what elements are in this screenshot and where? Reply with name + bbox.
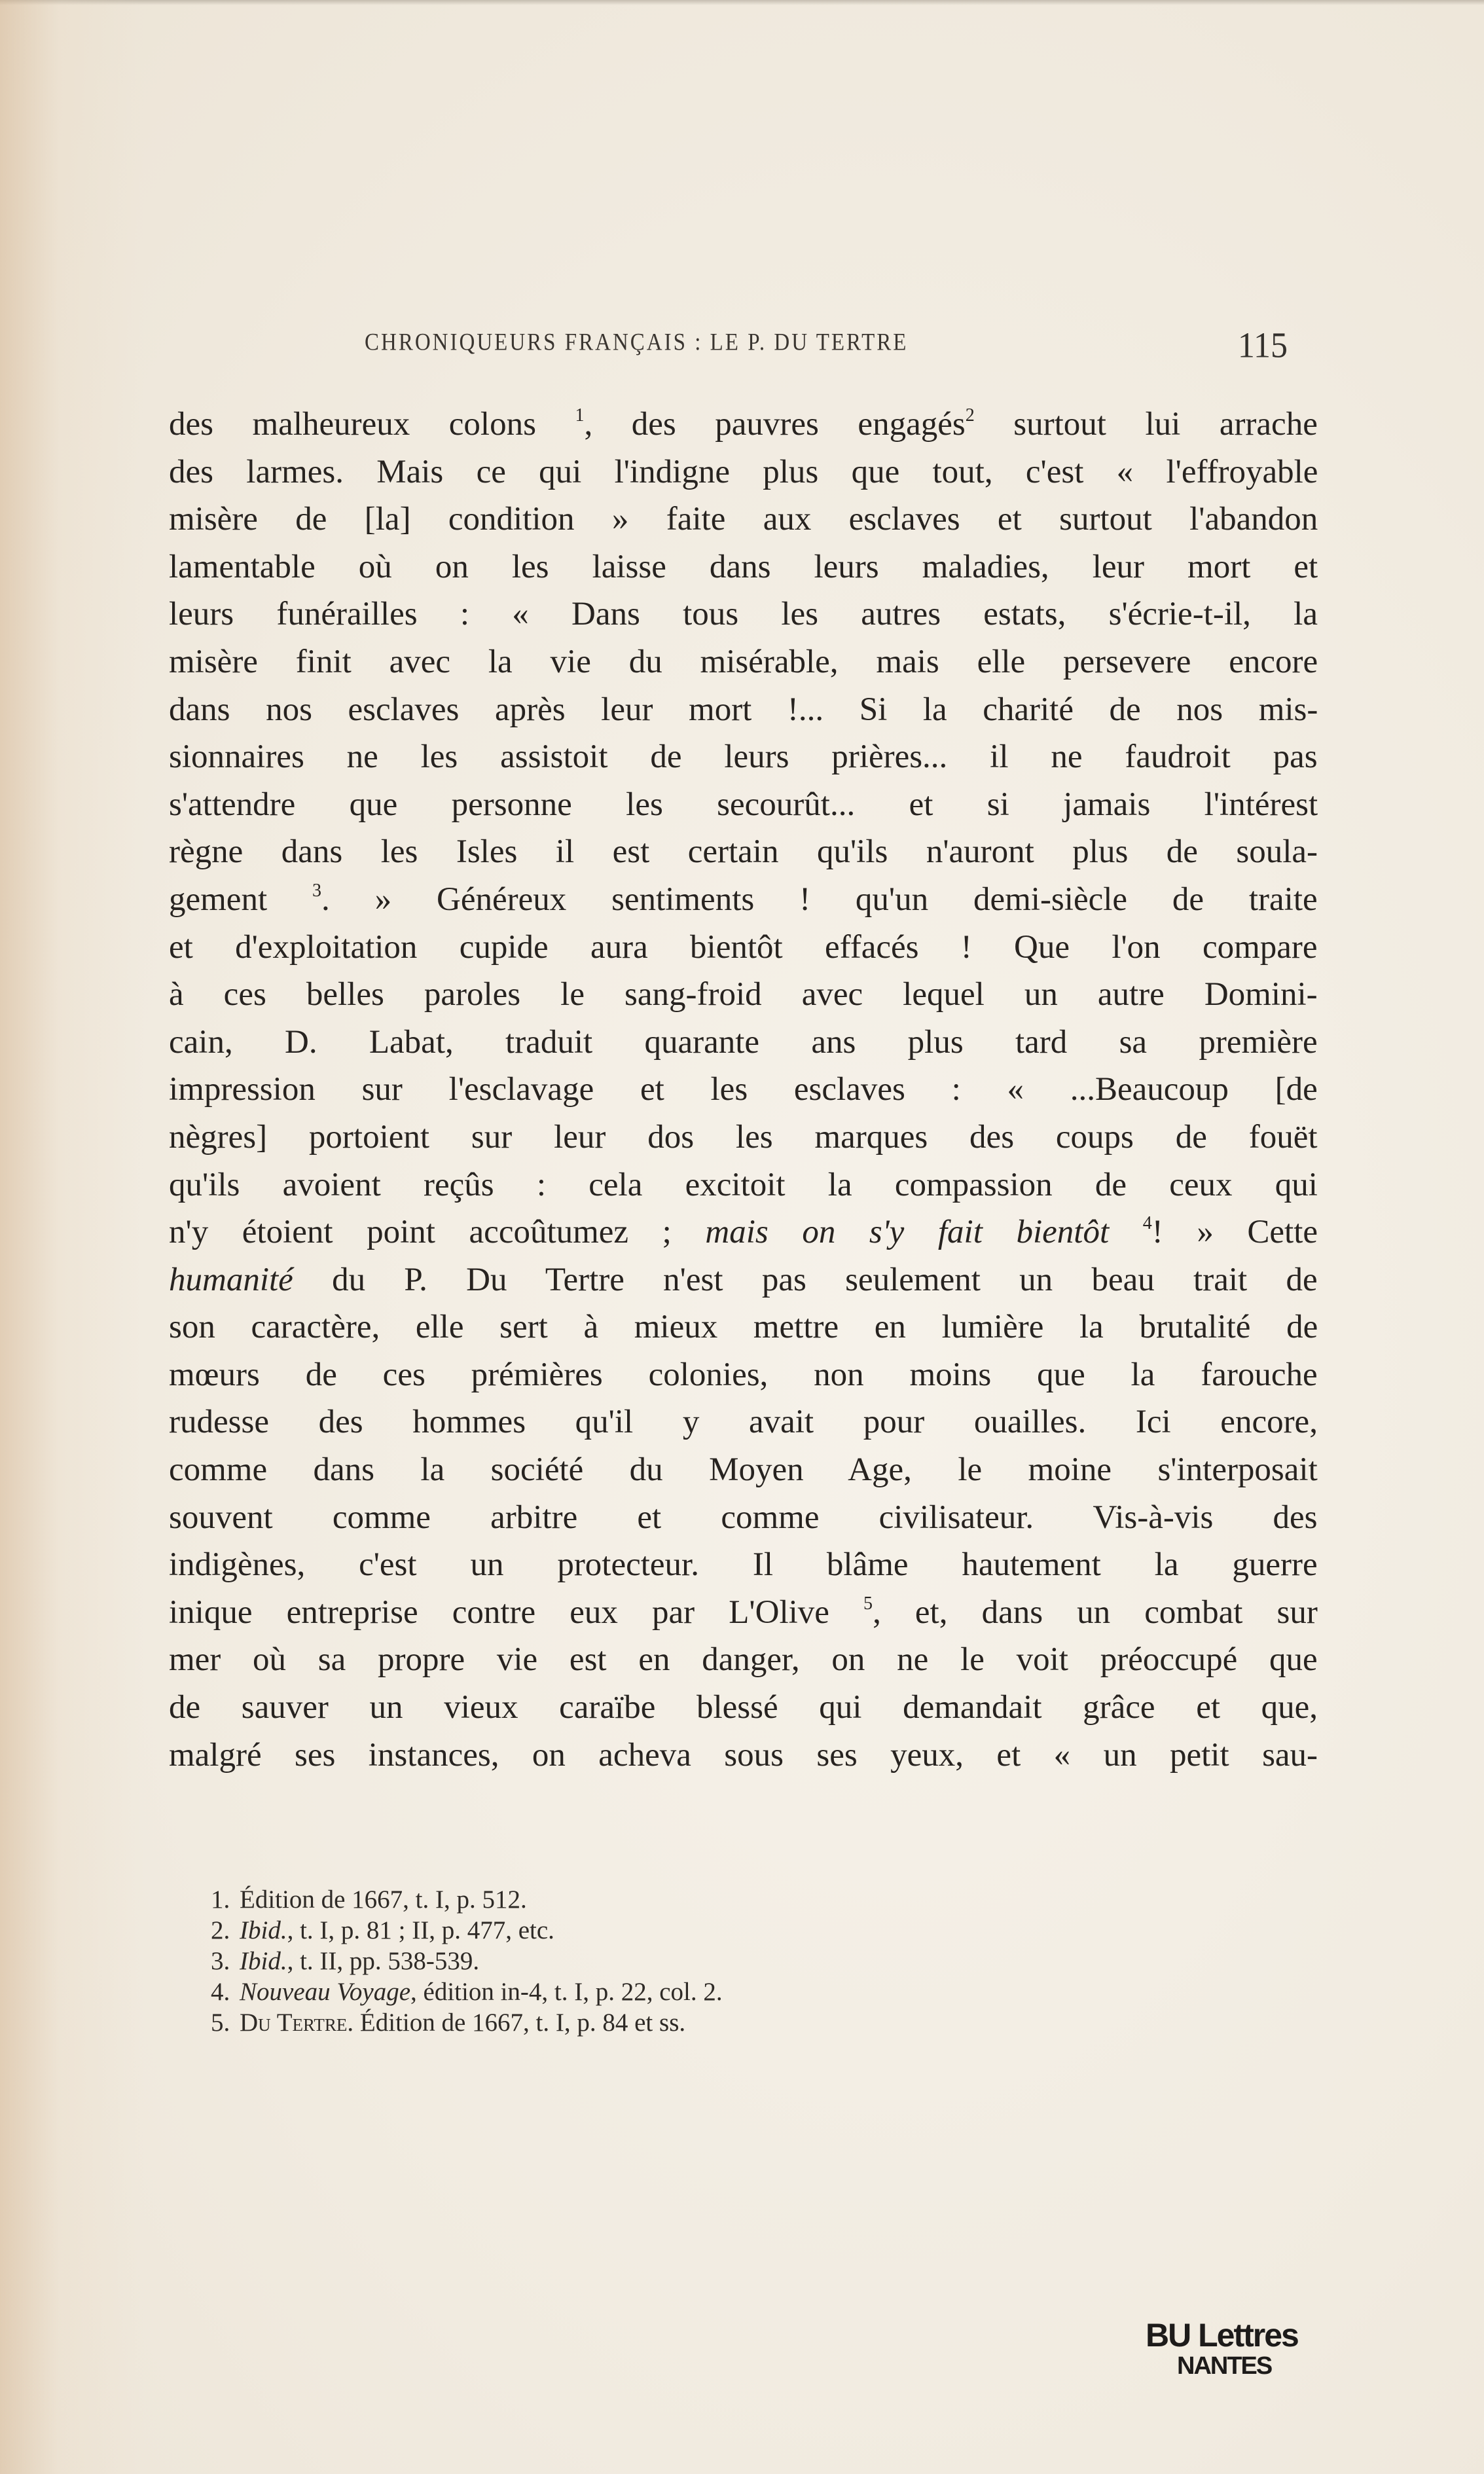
text-run: indigènes, c'est un protecteur. Il blâme hautement la guerre (169, 1546, 1318, 1584)
text-line (169, 1446, 1318, 1494)
page-number: 115 (1237, 326, 1288, 365)
footnote-number: 2. (211, 1916, 230, 1944)
text-line (169, 401, 1318, 448)
text-line (169, 543, 1318, 591)
italic-text: mais on s'y fait bientôt (705, 1214, 1110, 1251)
text-run: à ces belles paroles le sang-froid avec lequel un autre Domini- (169, 976, 1318, 1013)
footnote-ref[interactable]: 1 (575, 405, 585, 426)
text-line (169, 448, 1318, 496)
italic-text: Ibid. (240, 1947, 287, 1975)
small-caps-text: Du Tertre (240, 2009, 348, 2037)
text-run: impression sur l'esclavage et les esclaves : « ...Beaucoup [de (169, 1071, 1318, 1108)
text-run: mœurs de ces prémières colonies, non moins que la farouche (169, 1356, 1318, 1393)
italic-text: Nouveau Voyage (240, 1978, 411, 2006)
text-line (169, 781, 1318, 829)
text-run: s'attendre que personne les secourût... et si jamais l'intérest (169, 786, 1318, 823)
footnote-ref[interactable]: 4 (1142, 1213, 1152, 1234)
footnote-number: 5. (211, 2009, 230, 2037)
footnote (211, 1946, 1062, 1976)
text-line (169, 1494, 1318, 1542)
text-line (169, 1541, 1318, 1589)
running-title: CHRONIQUEURS FRANÇAIS : LE P. DU TERTRE (365, 329, 909, 356)
footnote (211, 1915, 1062, 1946)
text-run: . » Généreux sentiments ! qu'un demi-siècle de traite (321, 881, 1318, 918)
text-run: rudesse des hommes qu'il y avait pour ouailles. Ici encore, (169, 1404, 1318, 1441)
footnote (211, 2007, 1062, 2038)
library-stamp (1146, 2318, 1342, 2379)
text-line (169, 1161, 1318, 1209)
text-line (169, 924, 1318, 972)
footnote-ref[interactable]: 2 (965, 405, 975, 426)
text-line (169, 1019, 1318, 1066)
text-run: . Édition de 1667, t. I, p. 84 et ss. (347, 2009, 686, 2037)
text-line (169, 638, 1318, 686)
text-run: , édition in-4, t. I, p. 22, col. 2. (410, 1978, 723, 2006)
italic-text: humanité (169, 1261, 293, 1298)
text-run: nègres] portoient sur leur dos les marques des coups de fouët (169, 1118, 1318, 1155)
text-run: misère finit avec la vie du misérable, mais elle persevere encore (169, 643, 1318, 680)
text-run: et d'exploitation cupide aura bientôt effacés ! Que l'on compare (169, 928, 1318, 966)
text-run: leurs funérailles : « Dans tous les autres estats, s'écrie-t-il, la (169, 596, 1318, 633)
text-run: des malheureux colons (169, 406, 575, 443)
text-run: surtout lui arrache (974, 406, 1318, 443)
text-line (169, 1256, 1318, 1304)
text-run: , t. I, p. 81 ; II, p. 477, etc. (287, 1916, 554, 1944)
text-run: , t. II, pp. 538-539. (287, 1947, 480, 1975)
footnote (211, 1884, 1062, 1915)
italic-text: Ibid. (240, 1916, 287, 1944)
text-line (169, 591, 1318, 638)
footnote-number: 4. (211, 1978, 230, 2006)
text-run: de sauver un vieux caraïbe blessé qui demandait grâce et que, (169, 1689, 1318, 1726)
text-run: ! » Cette (1151, 1214, 1318, 1251)
text-line (169, 1684, 1318, 1732)
page-header (365, 325, 1288, 365)
text-line (169, 1114, 1318, 1161)
text-line (169, 1732, 1318, 1779)
text-run: mer où sa propre vie est en danger, on ne le voit préoccupé que (169, 1641, 1318, 1679)
text-line (169, 1636, 1318, 1684)
footnote-number: 3. (211, 1947, 230, 1975)
text-run: règne dans les Isles il est certain qu'ils n'auront plus de soula- (169, 833, 1318, 871)
text-run: qu'ils avoient reçûs : cela excitoit la compassion de ceux qui (169, 1166, 1318, 1203)
text-run: gement (169, 881, 312, 918)
footnotes (211, 1884, 1062, 2038)
footnote (211, 1976, 1062, 2007)
text-line (169, 686, 1318, 734)
text-run: , et, dans un combat sur (873, 1593, 1318, 1631)
text-run: sionnaires ne les assistoit de leurs prières... il ne faudroit pas (169, 738, 1318, 776)
text-line (169, 1351, 1318, 1399)
text-run: misère de [la] condition » faite aux esclaves et surtout l'abandon (169, 501, 1318, 538)
text-run: n'y étoient point accoûtumez ; (169, 1214, 706, 1251)
text-run: cain, D. Labat, traduit quarante ans plus tard sa première (169, 1023, 1318, 1061)
text-line (169, 1066, 1318, 1114)
text-line (169, 1398, 1318, 1446)
footnote-ref[interactable]: 5 (863, 1593, 873, 1614)
text-run: du P. Du Tertre n'est pas seulement un beau trait de (293, 1261, 1318, 1298)
text-line (169, 971, 1318, 1019)
text-line (169, 1209, 1318, 1256)
text-run: inique entreprise contre eux par L'Olive (169, 1593, 864, 1631)
text-line (169, 876, 1318, 924)
text-line (169, 1303, 1318, 1351)
text-run: dans nos esclaves après leur mort !... Si la charité de nos mis- (169, 691, 1318, 728)
text-line (169, 496, 1318, 543)
footnote-number: 1. (211, 1885, 230, 1914)
stamp-city: NANTES (1177, 2352, 1272, 2380)
footnote-ref[interactable]: 3 (312, 880, 322, 901)
text-line (169, 828, 1318, 876)
text-run (1109, 1214, 1143, 1250)
text-line (169, 733, 1318, 781)
text-line (169, 1589, 1318, 1637)
stamp-library-name: BU Lettres (1146, 2317, 1298, 2354)
text-run: comme dans la société du Moyen Age, le moine s'interposait (169, 1451, 1318, 1489)
text-run: des larmes. Mais ce qui l'indigne plus que tout, c'est « l'effroyable (169, 453, 1318, 490)
text-run: son caractère, elle sert à mieux mettre en lumière la brutalité de (169, 1309, 1318, 1346)
text-run: Édition de 1667, t. I, p. 512. (240, 1885, 527, 1914)
text-run: malgré ses instances, on acheva sous ses yeux, et « un petit sau- (169, 1736, 1318, 1774)
text-run: , des pauvres engagés (584, 406, 966, 443)
text-run: lamentable où on les laisse dans leurs maladies, leur mort et (169, 548, 1318, 585)
text-run: souvent comme arbitre et comme civilisateur. Vis-à-vis des (169, 1499, 1318, 1536)
body-text (169, 401, 1318, 1779)
